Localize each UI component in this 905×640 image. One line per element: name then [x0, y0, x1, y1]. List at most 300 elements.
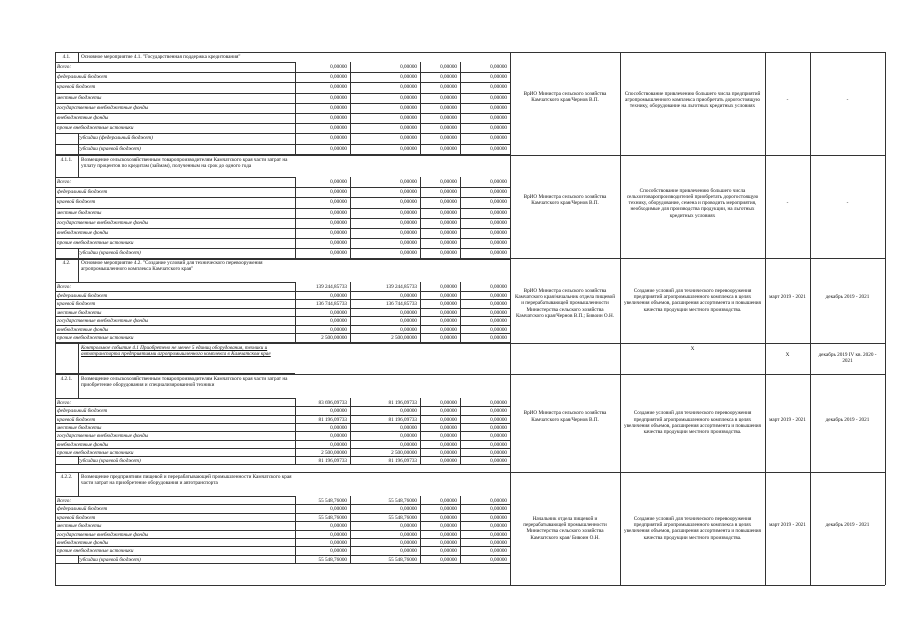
- amount-column-rule: [295, 398, 296, 464]
- info-column-rule: [620, 52, 621, 155]
- funding-amount: 0,00000: [440, 189, 457, 196]
- funding-amount: 0,00000: [440, 84, 457, 91]
- funding-amount: 0,00000: [490, 230, 507, 236]
- info-column-rule: [620, 258, 621, 343]
- item-title: Возмещение сельскохозяйственным товаропроизводителям Камчатского края части затрат на приобретение оборудования и специализированной техники: [81, 376, 288, 388]
- funding-amount: 0,00000: [440, 416, 457, 423]
- amount-column-rule: [295, 282, 296, 342]
- funding-amount: 0,00000: [490, 523, 507, 530]
- funding-amount: 55 548,76000: [388, 556, 417, 563]
- table-bottom-rule: [55, 585, 885, 586]
- row-rule: [55, 103, 510, 104]
- funding-amount: 0,00000: [490, 400, 507, 406]
- funding-amount: 0,00000: [330, 540, 347, 546]
- funding-amount: 0,00000: [400, 531, 417, 538]
- funding-amount: 0,00000: [490, 424, 507, 431]
- funding-amount: 0,00000: [490, 125, 507, 132]
- funding-source-label: внебюджетные фонды: [57, 540, 109, 546]
- funding-amount: 0,00000: [330, 104, 347, 111]
- funding-amount: 0,00000: [440, 250, 457, 257]
- funding-amount: 0,00000: [330, 125, 347, 132]
- funding-amount: 0,00000: [400, 523, 417, 530]
- funding-amount: 0,00000: [400, 209, 417, 216]
- funding-amount: 0,00000: [330, 135, 347, 142]
- info-column-rule: [765, 374, 766, 472]
- funding-amount: 0,00000: [440, 74, 457, 81]
- block-separator: [55, 472, 885, 473]
- funding-amount: 0,00000: [330, 548, 347, 555]
- end-period: декабрь 2019 - 2021: [825, 294, 870, 301]
- row-rule: [55, 464, 510, 465]
- info-column-rule: [620, 374, 621, 472]
- funding-amount: 0,00000: [440, 424, 457, 431]
- row-rule: [55, 316, 510, 317]
- funding-amount: 0,00000: [490, 449, 507, 456]
- funding-source-label: субсидии (краевой бюджет): [78, 458, 141, 465]
- funding-amount: 0,00000: [490, 284, 507, 290]
- amount-column-rule: [350, 62, 351, 154]
- row-rule: [55, 423, 510, 424]
- amount-column-rule: [460, 177, 461, 259]
- funding-amount: 0,00000: [400, 64, 417, 70]
- funding-amount: 0,00000: [330, 326, 347, 333]
- funding-amount: 0,00000: [490, 189, 507, 196]
- info-column-rule: [510, 374, 511, 472]
- funding-amount: 136 744,85733: [385, 301, 417, 307]
- funding-source-label: краевой бюджет: [57, 416, 96, 423]
- info-column-rule: [810, 374, 811, 472]
- funding-source-label: местные бюджеты: [57, 424, 102, 431]
- row-rule: [55, 123, 510, 124]
- funding-source-label: государственные внебюджетные фонды: [57, 104, 149, 111]
- funding-amount: 55 548,76000: [388, 514, 417, 521]
- code-column-rule: [78, 343, 79, 373]
- funding-amount: 0,00000: [440, 219, 457, 226]
- funding-source-label: Всего:: [57, 179, 72, 185]
- row-rule: [55, 431, 510, 432]
- row-rule: [55, 563, 510, 564]
- funding-amount: 0,00000: [440, 449, 457, 456]
- funding-amount: 0,00000: [440, 309, 457, 316]
- row-rule: [55, 406, 510, 407]
- funding-source-label: государственные внебюджетные фонды: [57, 433, 149, 440]
- funding-amount: 0,00000: [490, 250, 507, 257]
- row-rule: [55, 440, 510, 441]
- funding-amount: 0,00000: [440, 292, 457, 299]
- row-rule: [55, 530, 510, 531]
- amount-column-rule: [350, 282, 351, 342]
- funding-amount: 0,00000: [330, 318, 347, 324]
- row-rule: [55, 93, 510, 94]
- row-rule: [55, 113, 510, 114]
- funding-amount: 81 196,09733: [388, 416, 417, 423]
- item-title: Контрольное событие 4.1 Приобретено не менее 5 единиц оборудования, техники и автотранспорта предприятиями агропромышленного комплекса в Камчатском крае: [81, 345, 271, 357]
- funding-amount: 2 500,00000: [321, 449, 347, 456]
- amount-column-rule: [350, 496, 351, 563]
- row-rule: [55, 228, 510, 229]
- funding-amount: 0,00000: [330, 441, 347, 448]
- funding-source-label: краевой бюджет: [57, 199, 96, 206]
- funding-amount: 0,00000: [490, 416, 507, 423]
- funding-amount: 0,00000: [440, 230, 457, 236]
- funding-amount: 81 196,09733: [318, 458, 347, 465]
- funding-source-label: государственные внебюджетные фонды: [57, 318, 149, 324]
- table-right-rule: [885, 52, 886, 585]
- row-rule: [55, 144, 510, 145]
- funding-amount: 0,00000: [440, 179, 457, 185]
- funding-amount: 0,00000: [440, 523, 457, 530]
- row-rule: [55, 504, 510, 505]
- info-column-rule: [510, 155, 511, 258]
- funding-amount: 0,00000: [440, 441, 457, 448]
- funding-amount: 0,00000: [400, 125, 417, 132]
- funding-amount: 0,00000: [440, 240, 457, 247]
- end-period: -: [846, 97, 849, 104]
- funding-amount: 0,00000: [400, 145, 417, 152]
- amount-column-rule: [460, 62, 461, 154]
- block-separator: [55, 374, 885, 375]
- item-code: 4.1.: [62, 54, 71, 60]
- funding-amount: 55 548,76000: [318, 514, 347, 521]
- funding-amount: 0,00000: [400, 326, 417, 333]
- funding-amount: 81 196,09733: [388, 400, 417, 406]
- funding-source-label: федеральный бюджет: [57, 292, 108, 299]
- funding-amount: 0,00000: [440, 531, 457, 538]
- funding-amount: 2 500,00000: [321, 335, 347, 341]
- funding-amount: 0,00000: [330, 219, 347, 226]
- funding-amount: 0,00000: [330, 199, 347, 206]
- item-title: Основное мероприятие 4.1. "Государственная поддержка кредитования": [81, 54, 241, 60]
- amount-column-rule: [295, 177, 296, 259]
- funding-source-label: местные бюджеты: [57, 94, 102, 101]
- start-period: X: [785, 352, 790, 359]
- row-rule: [55, 546, 510, 547]
- funding-amount: 0,00000: [490, 301, 507, 307]
- title-rule: [55, 177, 295, 178]
- funding-amount: 0,00000: [440, 514, 457, 521]
- item-code: 4.2.2.: [60, 474, 73, 480]
- funding-source-label: прочие внебюджетные источники: [57, 240, 134, 247]
- amount-column-rule: [460, 496, 461, 563]
- item-title: Возмещение предприятиям пищевой и перерабатывающей промышленности Камчатского края части затрат на приобретение оборудования и автотранспорта: [81, 474, 292, 486]
- amount-column-rule: [350, 398, 351, 464]
- funding-amount: 0,00000: [330, 250, 347, 257]
- code-column-rule: [78, 258, 79, 282]
- info-column-rule: [510, 258, 511, 343]
- row-rule: [55, 72, 510, 73]
- row-rule: [55, 456, 510, 457]
- funding-amount: 0,00000: [490, 145, 507, 152]
- row-rule: [55, 415, 510, 416]
- funding-amount: 81 196,09733: [388, 458, 417, 465]
- expected-result: Создание условий для технического перевооружения предприятий агропромышленного комплекса в целях увеличения объемов, расширения ассортимента и повышения качества продукции местного производства.: [624, 515, 761, 541]
- funding-amount: 0,00000: [400, 189, 417, 196]
- row-rule: [55, 308, 510, 309]
- funding-source-label: местные бюджеты: [57, 309, 102, 316]
- funding-amount: 0,00000: [330, 74, 347, 81]
- expected-result: Создание условий для технического перевооружения предприятий агропромышленного комплекса в целях увеличения объемов, расширения ассортимента и повышения качества продукции местного производства.: [624, 287, 761, 313]
- funding-amount: 0,00000: [400, 240, 417, 247]
- expected-result: Создание условий для технического перевооружения предприятий агропромышленного комплекса в целях увеличения объемов, расширения ассортимента и повышения качества продукции местного производства.: [624, 410, 761, 436]
- subsidy-indent-rule: [78, 456, 79, 464]
- funding-amount: 0,00000: [490, 514, 507, 521]
- funding-amount: 0,00000: [440, 135, 457, 142]
- funding-amount: 0,00000: [490, 498, 507, 504]
- info-column-rule: [765, 472, 766, 585]
- funding-amount: 0,00000: [400, 408, 417, 415]
- amount-column-rule: [420, 62, 421, 154]
- funding-amount: 0,00000: [330, 240, 347, 247]
- funding-amount: 0,00000: [490, 209, 507, 216]
- row-rule: [55, 218, 510, 219]
- funding-amount: 0,00000: [490, 408, 507, 415]
- funding-amount: 0,00000: [490, 540, 507, 546]
- funding-amount: 0,00000: [490, 441, 507, 448]
- start-period: -: [786, 97, 789, 104]
- funding-source-label: федеральный бюджет: [57, 74, 108, 81]
- row-rule: [55, 333, 510, 334]
- row-rule: [55, 513, 510, 514]
- amount-column-rule: [420, 496, 421, 563]
- info-column-rule: [765, 343, 766, 374]
- funding-amount: 0,00000: [440, 556, 457, 563]
- funding-amount: 0,00000: [490, 458, 507, 465]
- funding-amount: 0,00000: [440, 540, 457, 546]
- funding-source-label: внебюджетные фонды: [57, 441, 109, 448]
- row-rule: [55, 291, 510, 292]
- funding-amount: 0,00000: [330, 145, 347, 152]
- info-column-rule: [510, 343, 511, 374]
- funding-source-label: федеральный бюджет: [57, 189, 108, 196]
- item-code: 4.2.1.: [60, 376, 73, 382]
- funding-amount: 0,00000: [330, 230, 347, 236]
- funding-amount: 0,00000: [440, 498, 457, 504]
- info-column-rule: [510, 472, 511, 585]
- info-column-rule: [810, 52, 811, 155]
- funding-amount: 0,00000: [400, 250, 417, 257]
- amount-column-rule: [420, 177, 421, 259]
- funding-source-label: местные бюджеты: [57, 523, 102, 530]
- funding-source-label: государственные внебюджетные фонды: [57, 219, 149, 226]
- funding-source-label: прочие внебюджетные источники: [57, 449, 134, 456]
- amount-column-rule: [350, 177, 351, 259]
- amount-column-rule: [460, 282, 461, 342]
- funding-amount: 0,00000: [490, 64, 507, 70]
- row-rule: [55, 208, 510, 209]
- end-period: декабрь 2019 - 2021: [825, 416, 870, 423]
- end-period: -: [846, 200, 849, 207]
- responsible-executor: ВрИО Министра сельского хозяйства Камчатского края/Чернов В.П.: [523, 90, 607, 104]
- item-title: Возмещение сельскохозяйственным товаропроизводителям Камчатского края части затрат на уплату процентов по кредитам (займам), полученным на срок до одного года: [81, 157, 288, 169]
- funding-amount: 0,00000: [490, 292, 507, 299]
- funding-amount: 0,00000: [440, 145, 457, 152]
- info-column-rule: [810, 343, 811, 374]
- funding-amount: 0,00000: [400, 115, 417, 121]
- block-separator: [55, 343, 885, 344]
- funding-amount: 0,00000: [400, 540, 417, 546]
- funding-amount: 0,00000: [440, 94, 457, 101]
- amount-column-rule: [295, 62, 296, 154]
- funding-source-label: субсидии (федеральный бюджет): [78, 135, 153, 142]
- funding-amount: 0,00000: [400, 441, 417, 448]
- funding-amount: 0,00000: [330, 179, 347, 185]
- funding-source-label: субсидии (краевой бюджет): [78, 556, 141, 563]
- funding-amount: 0,00000: [330, 292, 347, 299]
- funding-amount: 0,00000: [440, 301, 457, 307]
- funding-amount: 55 548,76000: [388, 498, 417, 504]
- info-column-rule: [765, 52, 766, 155]
- info-column-rule: [810, 472, 811, 585]
- funding-amount: 0,00000: [330, 424, 347, 431]
- block-separator: [55, 155, 885, 156]
- funding-amount: 0,00000: [400, 94, 417, 101]
- funding-amount: 0,00000: [330, 115, 347, 121]
- funding-amount: 0,00000: [400, 309, 417, 316]
- funding-amount: 0,00000: [490, 506, 507, 513]
- code-column-rule: [78, 155, 79, 177]
- funding-amount: 0,00000: [400, 135, 417, 142]
- funding-source-label: прочие внебюджетные источники: [57, 335, 134, 341]
- title-rule: [55, 62, 295, 63]
- start-period: март 2019 - 2021: [769, 522, 806, 529]
- row-rule: [55, 248, 510, 249]
- funding-amount: 0,00000: [400, 548, 417, 555]
- responsible-executor: Начальник отдела пищевой и перерабатывающей промышленности Министерства сельского хозяйства Камчатского края/ Бивоин О.Н.: [523, 515, 607, 541]
- funding-amount: 0,00000: [330, 531, 347, 538]
- expected-result: X: [690, 345, 695, 352]
- row-rule: [55, 521, 510, 522]
- info-column-rule: [620, 472, 621, 585]
- funding-amount: 0,00000: [400, 104, 417, 111]
- block-separator: [55, 52, 885, 53]
- row-rule: [55, 82, 510, 83]
- funding-amount: 0,00000: [440, 433, 457, 440]
- funding-source-label: местные бюджеты: [57, 209, 102, 216]
- row-rule: [55, 325, 510, 326]
- funding-amount: 0,00000: [490, 94, 507, 101]
- funding-amount: 0,00000: [330, 408, 347, 415]
- funding-amount: 0,00000: [440, 209, 457, 216]
- funding-amount: 0,00000: [440, 326, 457, 333]
- funding-amount: 0,00000: [400, 318, 417, 324]
- funding-amount: 0,00000: [490, 74, 507, 81]
- funding-amount: 0,00000: [440, 548, 457, 555]
- row-rule: [55, 238, 510, 239]
- funding-amount: 0,00000: [440, 199, 457, 206]
- funding-source-label: прочие внебюджетные источники: [57, 125, 134, 132]
- funding-amount: 0,00000: [490, 556, 507, 563]
- funding-source-label: краевой бюджет: [57, 301, 96, 307]
- funding-amount: 0,00000: [330, 523, 347, 530]
- info-column-rule: [810, 155, 811, 258]
- funding-amount: 0,00000: [490, 104, 507, 111]
- funding-amount: 0,00000: [490, 326, 507, 333]
- start-period: март 2019 - 2021: [769, 416, 806, 423]
- funding-source-label: внебюджетные фонды: [57, 115, 109, 121]
- funding-amount: 0,00000: [400, 292, 417, 299]
- funding-source-label: краевой бюджет: [57, 84, 96, 91]
- funding-amount: 0,00000: [330, 84, 347, 91]
- info-column-rule: [765, 155, 766, 258]
- responsible-executor: ВрИО Министра сельского хозяйства Камчатского края/Чернов В.П.: [523, 410, 607, 423]
- funding-amount: 0,00000: [490, 433, 507, 440]
- funding-amount: 0,00000: [440, 64, 457, 70]
- funding-amount: 0,00000: [400, 506, 417, 513]
- block-separator: [55, 258, 885, 259]
- row-rule: [55, 197, 510, 198]
- funding-amount: 0,00000: [490, 309, 507, 316]
- funding-amount: 0,00000: [440, 408, 457, 415]
- end-period: декабрь 2019 - 2021: [825, 522, 870, 529]
- funding-amount: 0,00000: [400, 74, 417, 81]
- info-column-rule: [810, 258, 811, 343]
- info-column-rule: [510, 52, 511, 155]
- title-rule: [55, 496, 295, 497]
- funding-amount: 0,00000: [490, 318, 507, 324]
- funding-source-label: внебюджетные фонды: [57, 326, 109, 333]
- funding-amount: 0,00000: [330, 64, 347, 70]
- funding-amount: 0,00000: [440, 318, 457, 324]
- code-column-rule: [78, 52, 79, 62]
- row-rule: [55, 187, 510, 188]
- funding-amount: 55 548,76000: [318, 498, 347, 504]
- item-title: Основное мероприятие 4.2. "Создание условий для технического перевооружения агропромышленного комплекса Камчатского края": [81, 260, 263, 272]
- funding-amount: 0,00000: [440, 400, 457, 406]
- funding-amount: 2 500,00000: [391, 449, 417, 456]
- funding-amount: 0,00000: [490, 135, 507, 142]
- funding-amount: 0,00000: [400, 424, 417, 431]
- funding-amount: 0,00000: [330, 309, 347, 316]
- funding-amount: 0,00000: [440, 284, 457, 290]
- item-code: 4.1.1.: [60, 157, 73, 163]
- funding-amount: 0,00000: [490, 548, 507, 555]
- code-column-rule: [78, 472, 79, 496]
- funding-amount: 0,00000: [490, 115, 507, 121]
- funding-amount: 0,00000: [490, 84, 507, 91]
- funding-amount: 0,00000: [440, 125, 457, 132]
- start-period: -: [786, 200, 789, 207]
- funding-source-label: Всего:: [57, 400, 72, 406]
- funding-amount: 0,00000: [490, 219, 507, 226]
- funding-amount: 0,00000: [440, 104, 457, 111]
- funding-amount: 0,00000: [330, 189, 347, 196]
- subsidy-indent-rule: [78, 555, 79, 563]
- funding-amount: 55 548,76000: [318, 556, 347, 563]
- start-period: март 2019 - 2021: [769, 294, 806, 301]
- funding-amount: 0,00000: [400, 179, 417, 185]
- end-period: декабрь 2019 IV кв. 2020 - 2021: [818, 352, 877, 365]
- amount-column-rule: [460, 398, 461, 464]
- funding-source-label: государственные внебюджетные фонды: [57, 531, 149, 538]
- funding-amount: 0,00000: [490, 199, 507, 206]
- info-column-rule: [620, 155, 621, 258]
- funding-amount: 0,00000: [440, 458, 457, 465]
- funding-amount: 0,00000: [330, 433, 347, 440]
- amount-column-rule: [420, 398, 421, 464]
- funding-amount: 83 696,09733: [318, 400, 347, 406]
- funding-amount: 0,00000: [330, 94, 347, 101]
- expected-result: Способствование привлечению большего числа предприятий агропромышленного комплекса приобретать дорогостоящую технику, оборудование на льготных кредитных условиях: [624, 90, 761, 110]
- funding-source-label: Всего:: [57, 64, 72, 70]
- funding-source-label: краевой бюджет: [57, 514, 96, 521]
- amount-column-rule: [420, 282, 421, 342]
- funding-amount: 0,00000: [440, 335, 457, 341]
- funding-source-label: внебюджетные фонды: [57, 230, 109, 236]
- funding-amount: 0,00000: [400, 230, 417, 236]
- subsidy-indent-rule: [78, 144, 79, 154]
- title-rule: [55, 282, 295, 283]
- funding-amount: 0,00000: [440, 506, 457, 513]
